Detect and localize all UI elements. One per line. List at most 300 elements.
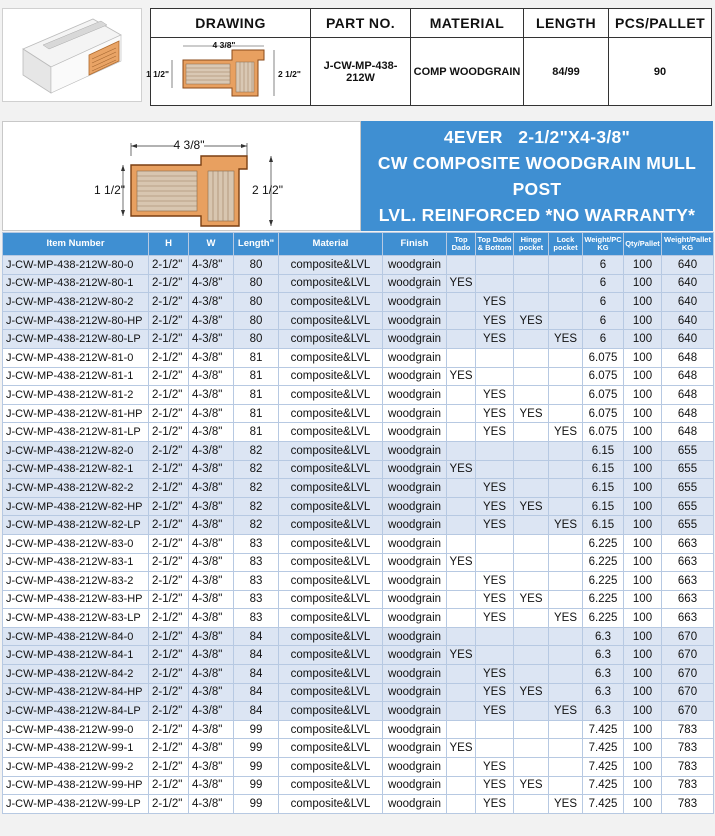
cell-item-number: J-CW-MP-438-212W-99-1 [3,739,149,758]
cell-weight-pc: 6.075 [583,348,624,367]
cell-length: 84 [234,646,279,665]
cell-weight-pc: 6 [583,330,624,349]
cell-weight-pallet: 783 [662,758,714,777]
cell-lock-pocket [549,665,583,684]
cell-item-number: J-CW-MP-438-212W-80-HP [3,311,149,330]
cell-top-dado-bottom: YES [476,497,514,516]
cell-item-number: J-CW-MP-438-212W-82-2 [3,479,149,498]
small-left-height-label: 1 1/2" [145,69,169,79]
cell-weight-pc: 6.15 [583,441,624,460]
cell-top-dado [447,534,476,553]
col-drawing: DRAWING [151,9,311,38]
cell-lock-pocket: YES [549,795,583,814]
col-top-dado: Top Dado [447,233,476,256]
cell-item-number: J-CW-MP-438-212W-84-2 [3,665,149,684]
cell-material: composite&LVL [279,683,383,702]
cell-item-number: J-CW-MP-438-212W-84-1 [3,646,149,665]
cell-lock-pocket: YES [549,702,583,721]
cell-finish: woodgrain [383,479,447,498]
cell-material: composite&LVL [279,665,383,684]
cell-weight-pallet: 663 [662,553,714,572]
col-material: MATERIAL [411,9,524,38]
cell-h: 2-1/2" [149,609,189,628]
table-row [3,274,714,293]
cell-hinge-pocket: YES [514,404,549,423]
table-row [3,497,714,516]
cell-qty-pallet: 100 [624,534,662,553]
cell-top-dado-bottom: YES [476,311,514,330]
cell-hinge-pocket [514,367,549,386]
cell-item-number: J-CW-MP-438-212W-99-2 [3,758,149,777]
cell-top-dado [447,256,476,275]
cell-material: composite&LVL [279,330,383,349]
cell-item-number: J-CW-MP-438-212W-84-LP [3,702,149,721]
cell-item-number: J-CW-MP-438-212W-83-HP [3,590,149,609]
cell-finish: woodgrain [383,441,447,460]
cell-item-number: J-CW-MP-438-212W-82-1 [3,460,149,479]
cell-hinge-pocket [514,256,549,275]
cell-weight-pallet: 663 [662,534,714,553]
cell-top-dado [447,386,476,405]
table-row [3,293,714,312]
table-row [3,311,714,330]
cell-top-dado [447,776,476,795]
table-row [3,665,714,684]
cell-item-number: J-CW-MP-438-212W-82-LP [3,516,149,535]
cell-top-dado-bottom: YES [476,330,514,349]
cell-w: 4-3/8" [189,795,234,814]
cell-qty-pallet: 100 [624,386,662,405]
cell-hinge-pocket [514,293,549,312]
right-height-label: 2 1/2" [252,183,283,197]
cell-weight-pallet: 670 [662,702,714,721]
table-row [3,330,714,349]
cell-weight-pc: 6.075 [583,367,624,386]
cell-hinge-pocket: YES [514,776,549,795]
cell-material: composite&LVL [279,776,383,795]
cell-top-dado [447,683,476,702]
cell-top-dado-bottom: YES [476,590,514,609]
cell-weight-pc: 6.15 [583,479,624,498]
cell-lock-pocket [549,441,583,460]
cell-top-dado [447,311,476,330]
cell-top-dado [447,665,476,684]
cell-weight-pc: 6.075 [583,386,624,405]
cell-weight-pallet: 640 [662,330,714,349]
cell-h: 2-1/2" [149,256,189,275]
cell-qty-pallet: 100 [624,646,662,665]
cell-lock-pocket [549,739,583,758]
table-row [3,590,714,609]
cell-finish: woodgrain [383,739,447,758]
title-line-3: LVL. REINFORCED *NO WARRANTY* [378,205,696,225]
cell-weight-pallet: 670 [662,646,714,665]
cell-weight-pallet: 783 [662,739,714,758]
cell-finish: woodgrain [383,497,447,516]
cell-h: 2-1/2" [149,534,189,553]
cell-hinge-pocket [514,348,549,367]
cell-hinge-pocket [514,739,549,758]
cell-h: 2-1/2" [149,702,189,721]
cell-item-number: J-CW-MP-438-212W-99-0 [3,720,149,739]
cell-item-number: J-CW-MP-438-212W-83-LP [3,609,149,628]
cell-length: 82 [234,479,279,498]
cell-weight-pc: 6 [583,274,624,293]
cell-lock-pocket [549,497,583,516]
cell-qty-pallet: 100 [624,572,662,591]
cell-weight-pc: 7.425 [583,776,624,795]
cell-hinge-pocket [514,572,549,591]
cell-material: composite&LVL [279,720,383,739]
cell-qty-pallet: 100 [624,348,662,367]
cell-lock-pocket [549,590,583,609]
title-line-2: CW COMPOSITE WOODGRAIN MULL POST [377,153,697,199]
cell-length: 99 [234,720,279,739]
cell-h: 2-1/2" [149,572,189,591]
cell-weight-pc: 6.225 [583,590,624,609]
cell-weight-pc: 7.425 [583,795,624,814]
cell-w: 4-3/8" [189,683,234,702]
cell-w: 4-3/8" [189,441,234,460]
cell-item-number: J-CW-MP-438-212W-81-HP [3,404,149,423]
cell-length: 83 [234,534,279,553]
cell-item-number: J-CW-MP-438-212W-84-HP [3,683,149,702]
cell-length: 83 [234,553,279,572]
cell-top-dado-bottom [476,646,514,665]
cell-top-dado [447,590,476,609]
cell-lock-pocket: YES [549,609,583,628]
cell-hinge-pocket [514,441,549,460]
table-row [3,516,714,535]
cell-length: 81 [234,404,279,423]
table-row [3,479,714,498]
cell-finish: woodgrain [383,348,447,367]
profile-drawing-panel [2,121,361,231]
cell-top-dado [447,795,476,814]
header-length: 84/99 [524,38,609,106]
cell-weight-pc: 6.15 [583,497,624,516]
title-line-1: 4EVER 2-1/2"X4-3/8" [443,127,631,147]
cell-item-number: J-CW-MP-438-212W-80-0 [3,256,149,275]
cell-item-number: J-CW-MP-438-212W-83-1 [3,553,149,572]
cell-top-dado-bottom: YES [476,386,514,405]
cell-finish: woodgrain [383,516,447,535]
small-right-height-label: 2 1/2" [277,69,301,79]
cell-top-dado [447,479,476,498]
cell-weight-pallet: 648 [662,386,714,405]
product-title-panel [361,121,713,231]
cell-top-dado [447,758,476,777]
table-row [3,702,714,721]
cell-length: 84 [234,702,279,721]
cell-length: 81 [234,348,279,367]
cell-weight-pallet: 783 [662,776,714,795]
table-row [3,348,714,367]
cell-length: 83 [234,609,279,628]
cell-h: 2-1/2" [149,274,189,293]
cell-material: composite&LVL [279,479,383,498]
cell-hinge-pocket: YES [514,590,549,609]
cell-lock-pocket [549,311,583,330]
cell-weight-pc: 7.425 [583,758,624,777]
cell-lock-pocket [549,479,583,498]
cell-item-number: J-CW-MP-438-212W-81-0 [3,348,149,367]
cell-finish: woodgrain [383,609,447,628]
cell-top-dado [447,720,476,739]
cell-top-dado-bottom: YES [476,516,514,535]
spec-table-body [3,256,714,814]
cell-weight-pc: 6 [583,293,624,312]
cell-finish: woodgrain [383,311,447,330]
cell-item-number: J-CW-MP-438-212W-99-HP [3,776,149,795]
cell-w: 4-3/8" [189,293,234,312]
cell-weight-pc: 6.225 [583,534,624,553]
col-material: Material [279,233,383,256]
cell-top-dado [447,423,476,442]
cell-top-dado [447,330,476,349]
cell-length: 81 [234,423,279,442]
cell-weight-pc: 6 [583,311,624,330]
cell-h: 2-1/2" [149,683,189,702]
cell-weight-pallet: 783 [662,795,714,814]
cell-h: 2-1/2" [149,627,189,646]
cell-finish: woodgrain [383,683,447,702]
cell-length: 99 [234,739,279,758]
cell-item-number: J-CW-MP-438-212W-83-0 [3,534,149,553]
cell-h: 2-1/2" [149,795,189,814]
cell-lock-pocket [549,776,583,795]
cell-h: 2-1/2" [149,758,189,777]
cell-finish: woodgrain [383,702,447,721]
cell-top-dado-bottom [476,274,514,293]
cell-top-dado-bottom: YES [476,683,514,702]
cell-qty-pallet: 100 [624,479,662,498]
cell-w: 4-3/8" [189,404,234,423]
cell-h: 2-1/2" [149,423,189,442]
cell-lock-pocket [549,683,583,702]
cell-finish: woodgrain [383,646,447,665]
cell-w: 4-3/8" [189,460,234,479]
cell-w: 4-3/8" [189,311,234,330]
cell-finish: woodgrain [383,795,447,814]
cell-top-dado-bottom: YES [476,795,514,814]
col-length: Length" [234,233,279,256]
cell-material: composite&LVL [279,423,383,442]
cell-qty-pallet: 100 [624,739,662,758]
cell-length: 81 [234,386,279,405]
cell-top-dado-bottom [476,348,514,367]
cell-h: 2-1/2" [149,479,189,498]
cell-weight-pc: 6.225 [583,553,624,572]
cell-top-dado-bottom [476,367,514,386]
cell-hinge-pocket [514,702,549,721]
table-row [3,386,714,405]
cell-material: composite&LVL [279,702,383,721]
cell-h: 2-1/2" [149,330,189,349]
cell-lock-pocket: YES [549,330,583,349]
cell-hinge-pocket [514,553,549,572]
cell-length: 99 [234,795,279,814]
cell-lock-pocket [549,367,583,386]
cell-lock-pocket [549,348,583,367]
cell-length: 82 [234,460,279,479]
cell-material: composite&LVL [279,739,383,758]
cell-weight-pc: 6 [583,256,624,275]
cell-length: 84 [234,627,279,646]
cell-weight-pallet: 648 [662,367,714,386]
cell-material: composite&LVL [279,348,383,367]
cell-length: 82 [234,516,279,535]
table-row [3,720,714,739]
cell-w: 4-3/8" [189,423,234,442]
cell-hinge-pocket [514,330,549,349]
cell-material: composite&LVL [279,367,383,386]
cell-w: 4-3/8" [189,348,234,367]
cell-w: 4-3/8" [189,758,234,777]
cell-item-number: J-CW-MP-438-212W-80-2 [3,293,149,312]
cell-h: 2-1/2" [149,516,189,535]
spec-table-header [3,233,714,256]
cell-top-dado [447,572,476,591]
cell-top-dado-bottom [476,739,514,758]
cell-material: composite&LVL [279,534,383,553]
cell-finish: woodgrain [383,386,447,405]
table-row [3,758,714,777]
left-height-label: 1 1/2" [94,183,125,197]
cell-weight-pc: 6.075 [583,423,624,442]
cell-lock-pocket [549,404,583,423]
cell-top-dado: YES [447,274,476,293]
table-row [3,646,714,665]
cell-material: composite&LVL [279,386,383,405]
cell-w: 4-3/8" [189,665,234,684]
cell-top-dado-bottom [476,720,514,739]
cell-material: composite&LVL [279,293,383,312]
cell-weight-pallet: 670 [662,665,714,684]
cell-qty-pallet: 100 [624,367,662,386]
cell-weight-pc: 6.3 [583,702,624,721]
cell-item-number: J-CW-MP-438-212W-82-HP [3,497,149,516]
table-row [3,609,714,628]
table-row [3,367,714,386]
cell-weight-pc: 6.225 [583,609,624,628]
header-part-no: J-CW-MP-438-212W [311,38,411,106]
cell-qty-pallet: 100 [624,553,662,572]
cell-h: 2-1/2" [149,739,189,758]
cell-lock-pocket [549,293,583,312]
cell-length: 80 [234,311,279,330]
cell-w: 4-3/8" [189,646,234,665]
col-length: LENGTH [524,9,609,38]
product-photo [2,8,142,102]
cell-hinge-pocket [514,386,549,405]
cell-length: 84 [234,665,279,684]
cell-top-dado [447,609,476,628]
cell-top-dado-bottom [476,627,514,646]
cell-top-dado: YES [447,460,476,479]
table-row [3,441,714,460]
cell-hinge-pocket [514,720,549,739]
cell-top-dado-bottom: YES [476,702,514,721]
cell-hinge-pocket: YES [514,311,549,330]
cell-length: 81 [234,367,279,386]
cell-w: 4-3/8" [189,739,234,758]
cell-top-dado [447,293,476,312]
cell-qty-pallet: 100 [624,256,662,275]
cell-w: 4-3/8" [189,516,234,535]
cell-top-dado-bottom: YES [476,479,514,498]
cell-qty-pallet: 100 [624,330,662,349]
cell-weight-pallet: 783 [662,720,714,739]
cell-hinge-pocket [514,665,549,684]
cell-weight-pallet: 640 [662,311,714,330]
col-w: W [189,233,234,256]
table-row [3,534,714,553]
cell-top-dado: YES [447,646,476,665]
cell-h: 2-1/2" [149,441,189,460]
cell-top-dado-bottom [476,553,514,572]
header-material: COMP WOODGRAIN [411,38,524,106]
cell-top-dado-bottom: YES [476,404,514,423]
cell-finish: woodgrain [383,460,447,479]
cell-length: 80 [234,256,279,275]
table-row [3,795,714,814]
cell-finish: woodgrain [383,572,447,591]
cell-h: 2-1/2" [149,590,189,609]
cell-item-number: J-CW-MP-438-212W-80-1 [3,274,149,293]
cell-hinge-pocket [514,758,549,777]
cell-hinge-pocket [514,274,549,293]
cell-qty-pallet: 100 [624,683,662,702]
cell-weight-pallet: 655 [662,479,714,498]
cell-h: 2-1/2" [149,720,189,739]
cell-lock-pocket [549,256,583,275]
cell-qty-pallet: 100 [624,702,662,721]
cell-material: composite&LVL [279,274,383,293]
cell-weight-pc: 6.225 [583,572,624,591]
cell-length: 99 [234,758,279,777]
cell-lock-pocket [549,534,583,553]
cell-item-number: J-CW-MP-438-212W-81-LP [3,423,149,442]
cell-weight-pallet: 648 [662,348,714,367]
header-drawing-cell [145,38,311,106]
cell-weight-pallet: 663 [662,572,714,591]
cell-h: 2-1/2" [149,460,189,479]
cell-finish: woodgrain [383,665,447,684]
cell-top-dado [447,702,476,721]
cell-length: 84 [234,683,279,702]
cell-material: composite&LVL [279,553,383,572]
cell-hinge-pocket [514,516,549,535]
cell-item-number: J-CW-MP-438-212W-81-1 [3,367,149,386]
cell-w: 4-3/8" [189,627,234,646]
cell-weight-pc: 6.3 [583,665,624,684]
col-weight-pc: Weight/PC KG [583,233,624,256]
cell-hinge-pocket [514,460,549,479]
cell-lock-pocket [549,460,583,479]
cell-h: 2-1/2" [149,665,189,684]
cell-weight-pc: 7.425 [583,739,624,758]
cell-top-dado-bottom: YES [476,423,514,442]
cell-top-dado-bottom: YES [476,665,514,684]
cell-hinge-pocket [514,646,549,665]
cell-hinge-pocket [514,534,549,553]
cell-qty-pallet: 100 [624,441,662,460]
cell-weight-pallet: 655 [662,460,714,479]
cell-weight-pallet: 648 [662,404,714,423]
cell-qty-pallet: 100 [624,311,662,330]
cell-material: composite&LVL [279,311,383,330]
